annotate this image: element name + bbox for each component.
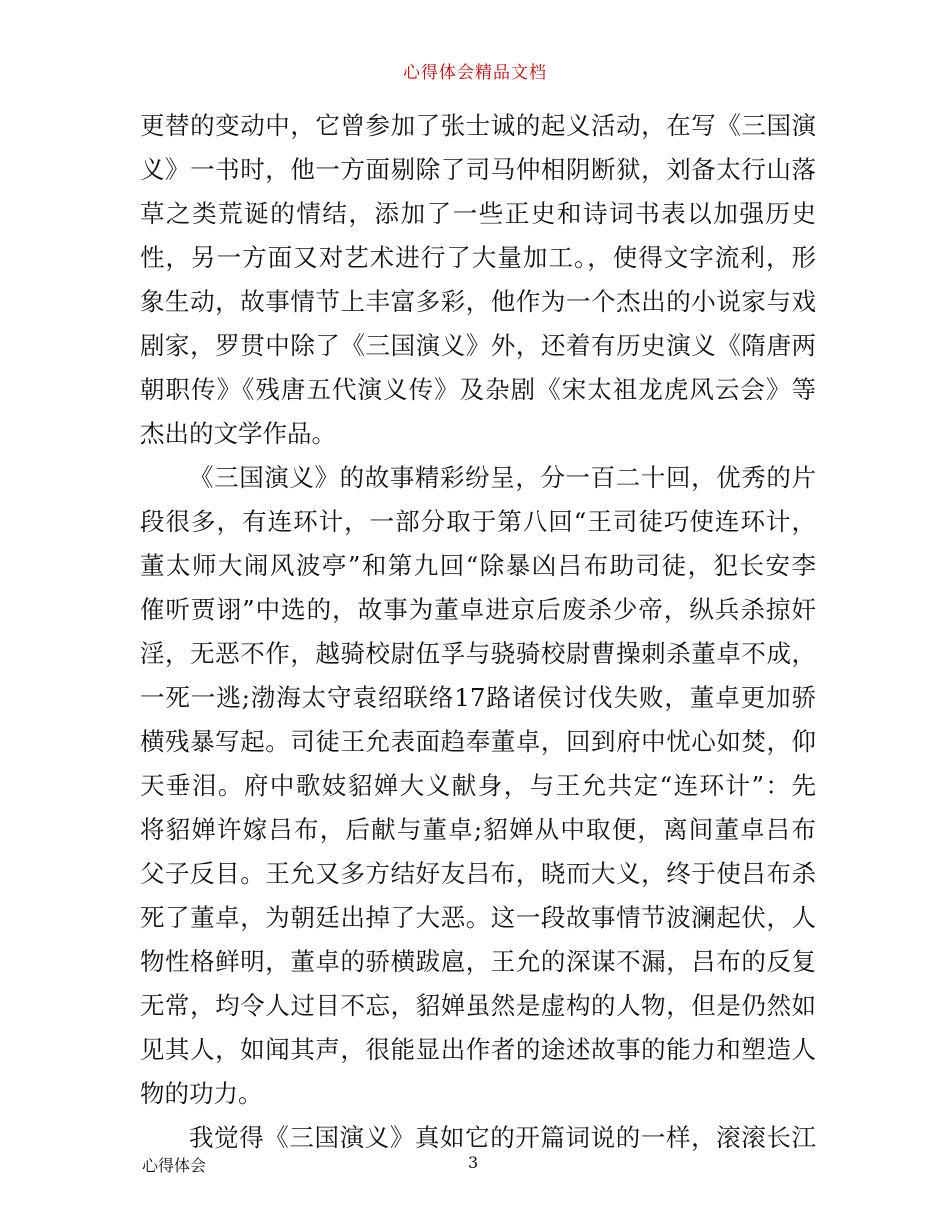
text-line: 天垂泪。府中歌妓貂婵大义献身，与王允共定“连环计”：先 — [140, 771, 816, 800]
text-line: 物性格鲜明，董卓的骄横跋扈，王允的深谋不漏，吕布的反复 — [140, 947, 816, 976]
text-line: 一死一逃;渤海太守袁绍联络17路诸侯讨伐失败，董卓更加骄 — [140, 683, 816, 712]
text-line: 段很多，有连环计，一部分取于第八回“王司徒巧使连环计， — [140, 507, 816, 536]
text-line: 更替的变动中，它曾参加了张士诚的起义活动，在写《三国演 — [140, 111, 816, 140]
document-header-title: 心得体会精品文档 — [403, 63, 547, 83]
text-line: 杰出的文学作品。 — [140, 419, 336, 448]
text-line: 见其人，如闻其声，很能显出作者的途述故事的能力和塑造人 — [140, 1035, 816, 1064]
text-line: 父子反目。王允又多方结好友吕布，晓而大义，终于使吕布杀 — [140, 859, 816, 888]
text-line: 横残暴写起。司徒王允表面趋奉董卓，回到府中忧心如焚，仰 — [140, 727, 816, 756]
text-line: 性，另一方面又对艺术进行了大量加工。，使得文字流利，形 — [140, 243, 816, 272]
paragraph — [140, 456, 816, 1116]
document-body — [140, 104, 816, 1160]
text-line: 死了董卓，为朝廷出掉了大恶。这一段故事情节波澜起伏，人 — [140, 903, 816, 932]
text-line: 物的功力。 — [140, 1079, 263, 1108]
text-line: 剧家，罗贯中除了《三国演义》外，还着有历史演义《隋唐两 — [140, 331, 816, 360]
text-line: 淫，无恶不作，越骑校尉伍孚与骁骑校尉曹操刺杀董卓不成， — [140, 639, 816, 668]
text-line: 无常，均令人过目不忘，貂婵虽然是虚构的人物，但是仍然如 — [140, 991, 816, 1020]
text-line: 董太师大闹风波亭”和第九回“除暴凶吕布助司徒，犯长安李 — [140, 551, 816, 580]
text-line: 《三国演义》的故事精彩纷呈，分一百二十回，优秀的片 — [189, 463, 816, 492]
text-line: 傕听贾诩”中选的，故事为董卓进京后废杀少帝，纵兵杀掠奸 — [140, 595, 816, 624]
text-line: 我觉得《三国演义》真如它的开篇词说的一样，滚滚长江 — [189, 1123, 816, 1152]
footer-label: 心得体会 — [142, 1156, 207, 1175]
text-line: 将貂婵许嫁吕布，后献与董卓;貂婵从中取便，离间董卓吕布 — [140, 815, 816, 844]
paragraph — [140, 104, 816, 456]
text-line: 义》一书时，他一方面剔除了司马仲相阴断狱，刘备太行山落 — [140, 155, 816, 184]
text-line: 朝职传》《残唐五代演义传》及杂剧《宋太祖龙虎风云会》等 — [140, 375, 816, 404]
text-line: 象生动，故事情节上丰富多彩，他作为一个杰出的小说家与戏 — [140, 287, 816, 316]
text-line: 草之类荒诞的情结，添加了一些正史和诗词书表以加强历史 — [140, 199, 816, 228]
page-number: 3 — [468, 1153, 479, 1172]
